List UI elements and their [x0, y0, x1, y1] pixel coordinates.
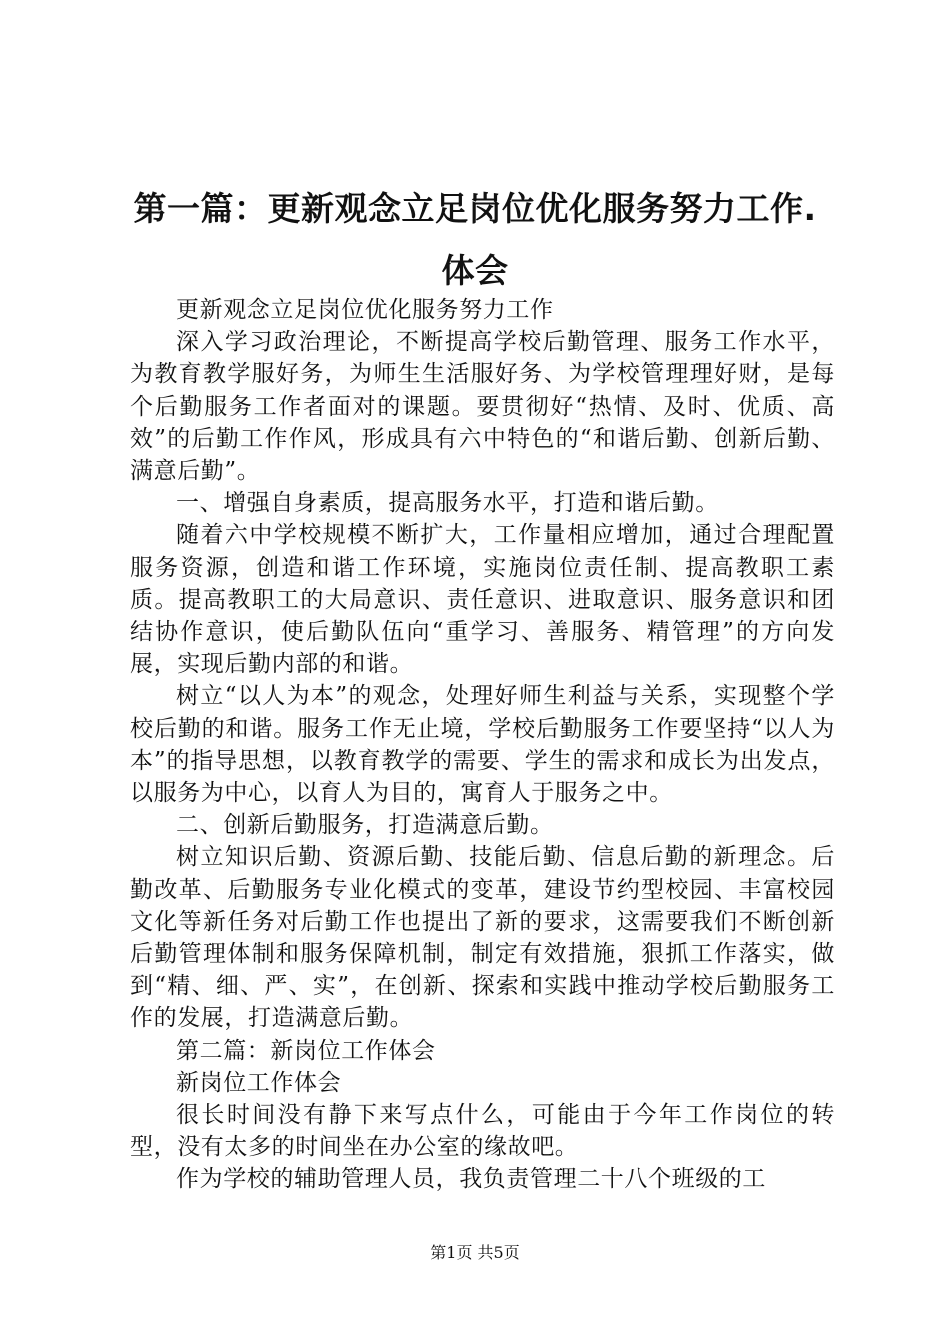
- paragraph-subtitle: 更新观念立足岗位优化服务努力工作: [176, 297, 554, 323]
- document-body: [130, 294, 835, 1196]
- paragraph: 树立“以人为本”的观念，处理好师生利益与关系，实现整个学校后勤的和谐。服务工作无止境，学校后勤服务工作要坚持“以人为本”的指导思想，以教育教学的需要、学生的需求和成长为出发点，以服务为中心，以育人为目的，寓育人于服务之中。: [130, 683, 835, 807]
- paragraph: 树立知识后勤、资源后勤、技能后勤、信息后勤的新理念。后勤改革、后勤服务专业化模式的变革，建设节约型校园、丰富校园文化等新任务对后勤工作也提出了新的要求，这需要我们不断创新后勤管理体制和服务保障机制，制定有效措施，狠抓工作落实，做到“精、细、严、实”，在创新、探索和实践中推动学校后勤服务工作的发展，打造满意后勤。: [130, 844, 835, 1032]
- section-heading: 一、增强自身素质，提高服务水平，打造和谐后勤。: [176, 490, 719, 517]
- section-heading: 二、创新后勤服务，打造满意后勤。: [176, 812, 554, 839]
- paragraph: 很长时间没有静下来写点什么，可能由于今年工作岗位的转型，没有太多的时间坐在办公室的缘故吧。: [130, 1102, 835, 1161]
- chapter-heading: 第二篇：新岗位工作体会: [176, 1037, 436, 1064]
- paragraph: 随着六中学校规模不断扩大，工作量相应增加，通过合理配置服务资源，创造和谐工作环境，实施岗位责任制、提高教职工素质。提高教职工的大局意识、责任意识、进取意识、服务意识和团结协作意识，使后勤队伍向“重学习、善服务、精管理”的方向发展，实现后勤内部的和谐。: [130, 522, 835, 678]
- paragraph: 深入学习政治理论，不断提高学校后勤管理、服务工作水平，为教育教学服好务，为师生生活服好务、为学校管理理好财，是每个后勤服务工作者面对的课题。要贯彻好“热情、及时、优质、高效”的后勤工作作风，形成具有六中特色的“和谐后勤、创新后勤、满意后勤”。: [130, 329, 835, 485]
- paragraph-subtitle: 新岗位工作体会: [176, 1069, 342, 1096]
- page-number-footer: 第1页 共5页: [430, 1243, 520, 1262]
- document-title: 第一篇：更新观念立足岗位优化服务努力工作.体会: [133, 189, 817, 290]
- paragraph: 作为学校的辅助管理人员，我负责管理二十八个班级的工: [176, 1166, 766, 1193]
